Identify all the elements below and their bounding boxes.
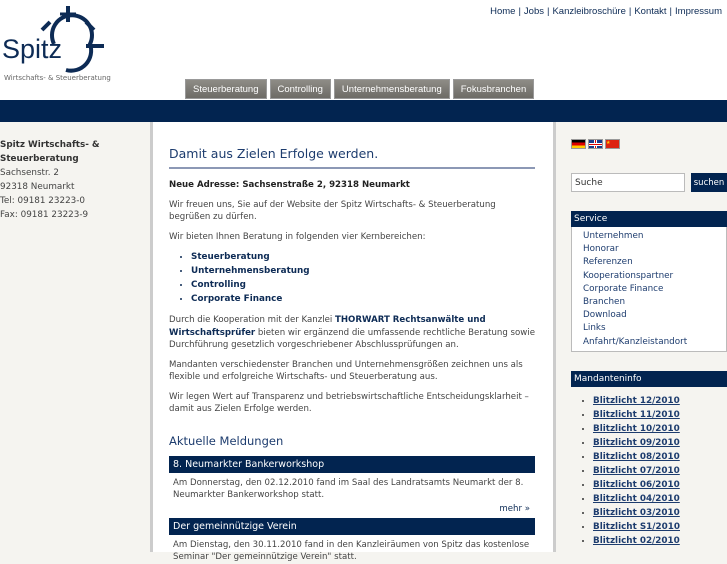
news-heading: Aktuelle Meldungen xyxy=(169,433,284,448)
list-item[interactable]: • Controlling xyxy=(191,278,535,292)
service-item[interactable]: Download xyxy=(583,310,627,321)
list-item xyxy=(593,450,727,464)
list-item xyxy=(593,534,727,548)
search-input[interactable] xyxy=(571,173,685,192)
list-item xyxy=(593,492,727,506)
tab-unternehmensberatung[interactable]: Unternehmensberatung xyxy=(334,79,450,99)
news-body: Am Dienstag, den 30.11.2010 fand in den Kanzleiräumen von Spitz das kostenlose Seminar "Der gemeinnützige Verein" statt. xyxy=(173,539,530,562)
blitzlicht-link[interactable]: Blitzlicht 09/2010 xyxy=(593,437,680,448)
link-jobs[interactable]: Jobs xyxy=(523,6,544,17)
service-item[interactable]: Branchen xyxy=(583,297,626,308)
list-item xyxy=(593,520,727,534)
service-item[interactable]: Kooperationspartner xyxy=(583,270,674,281)
list-item xyxy=(593,506,727,520)
list-item xyxy=(593,408,727,422)
news-title[interactable]: Der gemeinnützige Verein xyxy=(169,518,535,535)
list-item[interactable]: • Corporate Finance xyxy=(191,292,535,306)
link-imprint[interactable]: Impressum xyxy=(675,6,722,17)
blitzlicht-link[interactable]: Blitzlicht 06/2010 xyxy=(593,479,680,490)
service-item[interactable]: Unternehmen xyxy=(583,231,644,241)
more-link[interactable]: mehr » xyxy=(499,503,530,514)
tab-controlling[interactable]: Controlling xyxy=(270,79,331,99)
list-item[interactable]: • Unternehmensberatung xyxy=(191,264,535,278)
link-home[interactable]: Home xyxy=(490,6,516,17)
list-item xyxy=(593,394,727,408)
blitzlicht-link[interactable]: Blitzlicht 03/2010 xyxy=(593,507,680,518)
blitzlicht-link[interactable]: Blitzlicht 11/2010 xyxy=(593,409,680,420)
blitzlicht-link[interactable]: Blitzlicht S1/2010 xyxy=(593,521,680,532)
service-item[interactable]: Referenzen xyxy=(583,257,633,268)
logo[interactable]: Spitz Wirtschafts- & Steuerberatung xyxy=(2,4,112,84)
address-notice: Neue Adresse: Sachsenstraße 2, 92318 Neumarkt xyxy=(169,180,410,190)
search-button[interactable]: suchen xyxy=(691,173,727,192)
list-item xyxy=(593,478,727,492)
thorwart-link[interactable]: THORWART Rechtsanwälte und Wirtschaftsprüfer xyxy=(169,315,486,338)
top-links: Home | Jobs | Kanzleibroschüre | Kontakt | Impressum xyxy=(490,6,722,17)
sidebar xyxy=(571,139,727,548)
service-item[interactable]: Corporate Finance xyxy=(583,283,664,294)
blitzlicht-link[interactable]: Blitzlicht 10/2010 xyxy=(593,423,680,434)
german-flag-icon[interactable] xyxy=(571,139,586,149)
link-brochure[interactable]: Kanzleibroschüre xyxy=(552,6,626,17)
mandanteninfo-list xyxy=(593,394,727,548)
mandanteninfo-heading: Mandanteninfo xyxy=(571,371,727,387)
main-content: Damit aus Zielen Erfolge werden. Neue Adresse: Sachsenstraße 2, 92318 Neumarkt Wir freuen uns, Sie auf der Website der Spitz Wirtschafts- & Steuerberatung begrüßen zu dürfen. Wir bieten Ihnen Beratung in folgenden vier Kernbereichen: • Steuerberatung • Unternehmensberatung • Controlling • Corporate Finance Durch die Kooperation mit der Kanzlei THORWART Rechtsanwälte und Wirtschaftsprüfer bieten wir ergänzend die umfassende rechtliche Beratung sowie Durchführung gesetzlich vorgeschriebener Abschlussprüfungen an. Mandanten verschiedenster Branchen und Unternehmensgrößen zeichnen uns als flexible und erfolgreiche Wirtschafts- und Steuerberatung aus. Wir legen Wert auf Transparenz und betriebswirtschaftliche Entscheidungsklarheit – damit aus Zielen Erfolge werden. Aktuelle Meldungen 8. Neumarkter Bankerworkshop Am Donnerstag, den 02.12.2010 fand im Saal des Landratsamts Neumarkt der 8. Neumarkter Bankerworkshop statt. mehr » Der gemeinnützige Verein Am Dienstag, den 30.11.2010 fand in den Kanzleiräumen von Spitz das kostenlose Seminar "Der gemeinnützige Verein" statt. xyxy=(150,122,556,552)
contact-info: Spitz Wirtschafts- & Steuerberatung Sachsenstr. 2 92318 Neumarkt Tel: 09181 23223-0 Fax: 09181 23223-9 xyxy=(0,140,100,220)
blitzlicht-link[interactable]: Blitzlicht 02/2010 xyxy=(593,535,680,546)
service-heading: Service xyxy=(571,211,727,227)
tab-steuerberatung[interactable]: Steuerberatung xyxy=(185,79,267,99)
list-item xyxy=(593,436,727,450)
header-band xyxy=(0,100,727,122)
news-title[interactable]: 8. Neumarkter Bankerworkshop xyxy=(169,456,535,473)
main-nav xyxy=(185,79,534,99)
list-item xyxy=(593,422,727,436)
service-item[interactable]: Honorar xyxy=(583,244,619,255)
service-item[interactable]: Links xyxy=(583,323,606,334)
blitzlicht-link[interactable]: Blitzlicht 08/2010 xyxy=(593,451,680,462)
list-item[interactable]: • Steuerberatung xyxy=(191,250,535,264)
tab-fokusbranchen[interactable]: Fokusbranchen xyxy=(453,79,534,99)
page-title: Damit aus Zielen Erfolge werden. xyxy=(169,146,535,169)
china-flag-icon[interactable]: ★ xyxy=(605,139,620,149)
list-item xyxy=(593,464,727,478)
uk-flag-icon[interactable] xyxy=(588,139,603,149)
blitzlicht-link[interactable]: Blitzlicht 07/2010 xyxy=(593,465,680,476)
news-body: Am Donnerstag, den 02.12.2010 fand im Saal des Landratsamts Neumarkt der 8. Neumarkter Bankerworkshop statt. xyxy=(173,477,524,500)
header xyxy=(0,0,727,100)
service-menu xyxy=(571,227,727,352)
blitzlicht-link[interactable]: Blitzlicht 04/2010 xyxy=(593,493,680,504)
core-areas xyxy=(191,250,535,306)
language-flags xyxy=(571,139,727,149)
link-contact[interactable]: Kontakt xyxy=(634,6,667,17)
search-form xyxy=(571,173,727,192)
service-item[interactable]: Anfahrt/Kanzleistandort xyxy=(583,336,688,347)
blitzlicht-link[interactable]: Blitzlicht 12/2010 xyxy=(593,395,680,406)
